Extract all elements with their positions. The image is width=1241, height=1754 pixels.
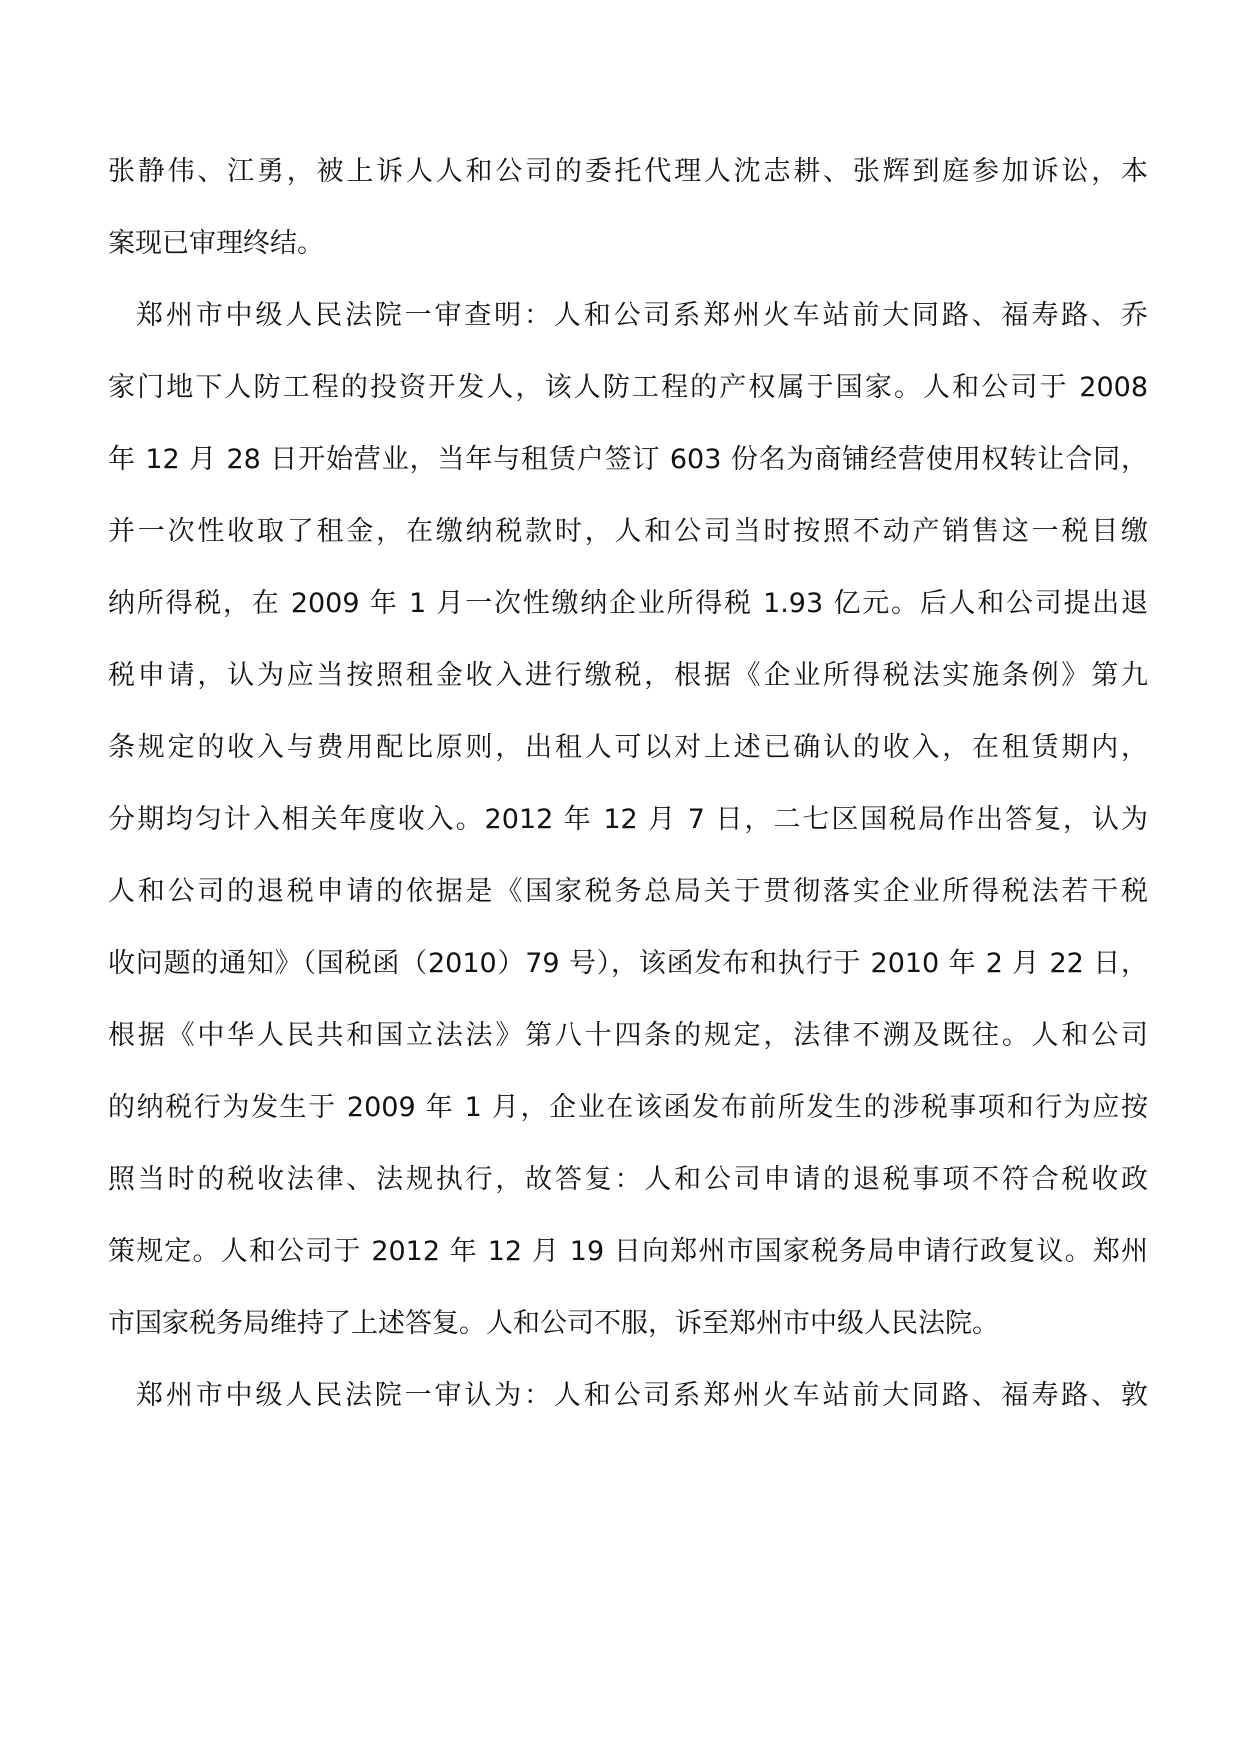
text-line: 照当时的税收法律、法规执行，故答复：人和公司申请的退税事项不符合税收政 <box>108 1164 1148 1195</box>
text-line: 条规定的收入与费用配比原则，出租人可以对上述已确认的收入，在租赁期内， <box>108 732 1148 763</box>
text-line: 收问题的通知》（国税函（2010）79 号），该函发布和执行于 2010 年 2 月 22 日， <box>108 948 1148 979</box>
text-line: 根据《中华人民共和国立法法》第八十四条的规定，法律不溯及既往。人和公司 <box>108 1020 1148 1051</box>
text-line: 纳所得税，在 2009 年 1 月一次性缴纳企业所得税 1.93 亿元。后人和公司提出退 <box>108 588 1148 619</box>
text-line: 分期均匀计入相关年度收入。2012 年 12 月 7 日，二七区国税局作出答复，认为 <box>108 804 1148 835</box>
text-line: 张静伟、江勇，被上诉人人和公司的委托代理人沈志耕、张辉到庭参加诉讼，本 <box>108 156 1148 187</box>
text-line: 的纳税行为发生于 2009 年 1 月，企业在该函发布前所发生的涉税事项和行为应按 <box>108 1092 1148 1123</box>
text-line: 家门地下人防工程的投资开发人，该人防工程的产权属于国家。人和公司于 2008 <box>108 372 1148 403</box>
text-line: 税申请，认为应当按照租金收入进行缴税，根据《企业所得税法实施条例》第九 <box>108 660 1148 691</box>
text-line: 策规定。人和公司于 2012 年 12 月 19 日向郑州市国家税务局申请行政复议。郑州 <box>108 1236 1148 1267</box>
text-line: 人和公司的退税申请的依据是《国家税务总局关于贯彻落实企业所得税法若干税 <box>108 876 1148 907</box>
text-line: 市国家税务局维持了上述答复。人和公司不服，诉至郑州市中级人民法院。 <box>108 1308 999 1339</box>
text-line: 年 12 月 28 日开始营业，当年与租赁户签订 603 份名为商铺经营使用权转让合同， <box>108 444 1148 475</box>
paragraph-first-line: 郑州市中级人民法院一审查明：人和公司系郑州火车站前大同路、福寿路、乔 <box>136 300 1148 331</box>
text-line: 案现已审理终结。 <box>108 228 324 259</box>
paragraph-first-line: 郑州市中级人民法院一审认为：人和公司系郑州火车站前大同路、福寿路、敦 <box>136 1380 1148 1411</box>
text-line: 并一次性收取了租金，在缴纳税款时，人和公司当时按照不动产销售这一税目缴 <box>108 516 1148 547</box>
